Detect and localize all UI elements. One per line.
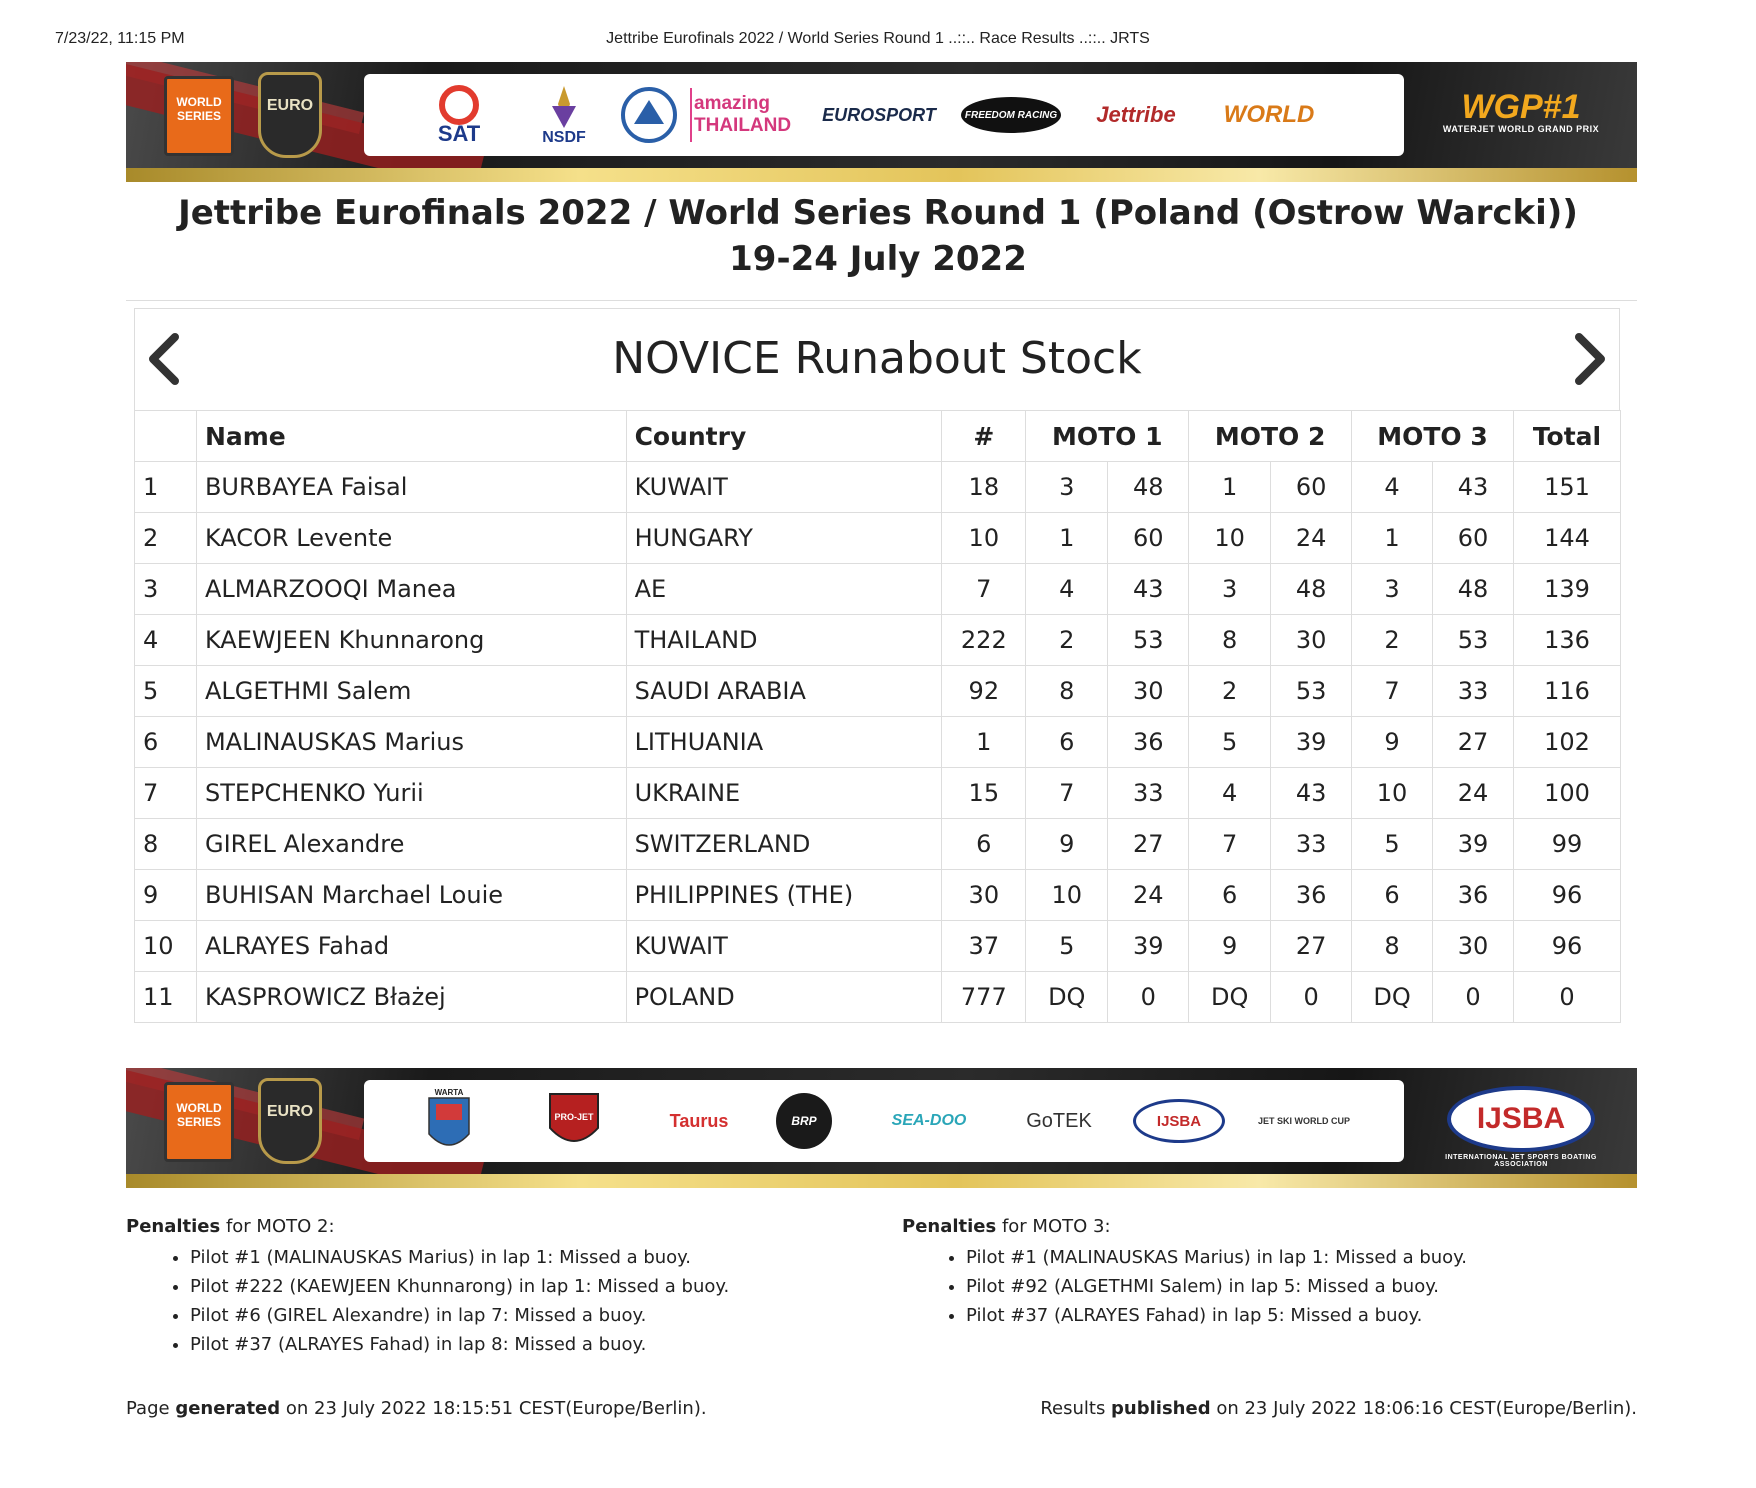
cell-moto2-points: 60 <box>1271 462 1352 513</box>
sponsor-logo-gotek: GoTEK <box>1026 1109 1092 1132</box>
penalty-item: • Pilot #37 (ALRAYES Fahad) in lap 5: Missed a buoy. <box>966 1301 1467 1330</box>
cell-number: 18 <box>942 462 1026 513</box>
cell-name: BURBAYEA Faisal <box>196 462 626 513</box>
penalties-list <box>902 1243 1467 1330</box>
print-datetime: 7/23/22, 11:15 PM <box>55 30 185 47</box>
cell-total: 100 <box>1513 768 1620 819</box>
sponsor-logo-thailand: amazing THAILAND <box>694 93 792 136</box>
cell-moto2-place: 2 <box>1189 666 1271 717</box>
cell-total: 99 <box>1513 819 1620 870</box>
page-generated-note: Page generated on 23 July 2022 18:15:51 CEST(Europe/Berlin). <box>126 1398 707 1419</box>
svg-text:NSDF: NSDF <box>542 129 586 146</box>
table-row <box>135 564 1621 615</box>
cell-moto1-place: 5 <box>1026 921 1108 972</box>
cell-moto2-place: 8 <box>1189 615 1271 666</box>
cell-name: ALMARZOOQI Manea <box>196 564 626 615</box>
table-row <box>135 972 1621 1023</box>
cell-moto1-points: 60 <box>1108 513 1189 564</box>
cell-moto1-points: 27 <box>1108 819 1189 870</box>
cell-country: LITHUANIA <box>626 717 942 768</box>
cell-number: 30 <box>942 870 1026 921</box>
cell-moto2-place: 4 <box>1189 768 1271 819</box>
ijsba-logo: IJSBA INTERNATIONAL JET SPORTS BOATING ASSOCIATION <box>1439 1086 1603 1166</box>
cell-moto2-points: 27 <box>1271 921 1352 972</box>
results-table <box>134 410 1621 1023</box>
cell-moto1-points: 43 <box>1108 564 1189 615</box>
cell-moto2-points: 48 <box>1271 564 1352 615</box>
cell-total: 144 <box>1513 513 1620 564</box>
cell-moto2-place: DQ <box>1189 972 1271 1023</box>
sponsor-logo-warta <box>414 1080 484 1162</box>
cell-number: 92 <box>942 666 1026 717</box>
cell-moto1-points: 53 <box>1108 615 1189 666</box>
cell-moto3-points: 27 <box>1433 717 1514 768</box>
cell-total: 116 <box>1513 666 1620 717</box>
cell-position: 3 <box>135 564 197 615</box>
cell-moto1-place: 4 <box>1026 564 1108 615</box>
cell-number: 1 <box>942 717 1026 768</box>
cell-number: 222 <box>942 615 1026 666</box>
cell-moto2-points: 39 <box>1271 717 1352 768</box>
cell-total: 0 <box>1513 972 1620 1023</box>
cell-total: 136 <box>1513 615 1620 666</box>
penalty-item: • Pilot #6 (GIREL Alexandre) in lap 7: Missed a buoy. <box>190 1301 729 1330</box>
table-row <box>135 870 1621 921</box>
cell-moto2-place: 7 <box>1189 819 1271 870</box>
table-row <box>135 819 1621 870</box>
cell-moto3-place: 4 <box>1352 462 1433 513</box>
print-header <box>0 28 1756 52</box>
cell-moto3-place: 7 <box>1352 666 1433 717</box>
cell-moto1-points: 39 <box>1108 921 1189 972</box>
cell-position: 4 <box>135 615 197 666</box>
cell-name: MALINAUSKAS Marius <box>196 717 626 768</box>
cell-moto2-points: 53 <box>1271 666 1352 717</box>
table-row <box>135 768 1621 819</box>
cell-moto1-place: 6 <box>1026 717 1108 768</box>
cell-position: 7 <box>135 768 197 819</box>
cell-moto2-place: 3 <box>1189 564 1271 615</box>
wgp-logo: WGP#1 WATERJET WORLD GRAND PRIX <box>1442 88 1600 134</box>
penalty-item: • Pilot #1 (MALINAUSKAS Marius) in lap 1: Missed a buoy. <box>966 1243 1467 1272</box>
cell-country: KUWAIT <box>626 921 942 972</box>
cell-total: 96 <box>1513 870 1620 921</box>
svg-text:PRO-JET: PRO-JET <box>554 1112 594 1122</box>
cell-moto2-points: 24 <box>1271 513 1352 564</box>
penalties-moto2 <box>126 1216 729 1359</box>
col-header-moto1: MOTO 1 <box>1026 411 1189 462</box>
table-row <box>135 921 1621 972</box>
cell-moto3-place: 6 <box>1352 870 1433 921</box>
col-header-number: # <box>942 411 1026 462</box>
cell-moto1-points: 48 <box>1108 462 1189 513</box>
results-body <box>135 462 1621 1023</box>
category-header <box>134 308 1620 410</box>
page-title <box>0 190 1756 282</box>
cell-moto1-points: 0 <box>1108 972 1189 1023</box>
table-row <box>135 666 1621 717</box>
cell-position: 8 <box>135 819 197 870</box>
cell-moto2-points: 43 <box>1271 768 1352 819</box>
cell-moto2-place: 6 <box>1189 870 1271 921</box>
col-header-name: Name <box>196 411 626 462</box>
sponsor-logo-nsdf <box>514 74 614 156</box>
cell-name: ALRAYES Fahad <box>196 921 626 972</box>
svg-text:WARTA: WARTA <box>434 1088 464 1097</box>
sponsor-logo-projet <box>534 1080 614 1162</box>
cell-name: KACOR Levente <box>196 513 626 564</box>
cell-moto1-points: 30 <box>1108 666 1189 717</box>
table-row <box>135 462 1621 513</box>
penalty-item: • Pilot #37 (ALRAYES Fahad) in lap 8: Missed a buoy. <box>190 1330 729 1359</box>
penalties-moto-label: for MOTO 2: <box>220 1216 335 1237</box>
world-series-logo: WORLD SERIES <box>164 1082 234 1162</box>
cell-moto3-place: 1 <box>1352 513 1433 564</box>
category-title: NOVICE Runabout Stock <box>612 333 1142 384</box>
cell-position: 11 <box>135 972 197 1023</box>
cell-country: THAILAND <box>626 615 942 666</box>
cell-moto2-points: 33 <box>1271 819 1352 870</box>
cell-number: 37 <box>942 921 1026 972</box>
print-page-title: Jettribe Eurofinals 2022 / World Series Round 1 ..::.. Race Results ..::.. JRTS <box>606 30 1150 47</box>
cell-name: STEPCHENKO Yurii <box>196 768 626 819</box>
cell-total: 102 <box>1513 717 1620 768</box>
cell-moto1-place: 7 <box>1026 768 1108 819</box>
col-header-country: Country <box>626 411 942 462</box>
cell-moto3-points: 43 <box>1433 462 1514 513</box>
sponsor-logo-ijsba-small: IJSBA <box>1124 1080 1234 1162</box>
svg-text:SAT: SAT <box>437 121 481 146</box>
cell-moto2-points: 30 <box>1271 615 1352 666</box>
sponsor-strip <box>364 74 1404 156</box>
cell-moto2-place: 9 <box>1189 921 1271 972</box>
sponsor-logo-world: WORLD <box>1223 101 1315 128</box>
cell-name: BUHISAN Marchael Louie <box>196 870 626 921</box>
cell-position: 5 <box>135 666 197 717</box>
sponsor-logo-seal <box>614 74 684 156</box>
euro-jetski-logo: EURO <box>258 72 322 158</box>
sponsor-logo-brp: BRP <box>769 1080 839 1162</box>
cell-total: 151 <box>1513 462 1620 513</box>
event-dates: 19-24 July 2022 <box>729 239 1027 279</box>
sponsor-banner-bottom <box>126 1068 1637 1188</box>
sponsor-logo-taurus: Taurus <box>669 1110 729 1131</box>
cell-position: 10 <box>135 921 197 972</box>
cell-moto2-place: 5 <box>1189 717 1271 768</box>
sponsor-logo-freedom: FREEDOM RACING <box>956 74 1066 156</box>
cell-moto3-points: 48 <box>1433 564 1514 615</box>
col-header-moto3: MOTO 3 <box>1352 411 1514 462</box>
table-row <box>135 717 1621 768</box>
cell-moto3-points: 39 <box>1433 819 1514 870</box>
cell-moto3-points: 36 <box>1433 870 1514 921</box>
cell-name: KASPROWICZ Błażej <box>196 972 626 1023</box>
cell-position: 9 <box>135 870 197 921</box>
euro-jetski-logo: EURO <box>258 1078 322 1164</box>
cell-moto3-place: 2 <box>1352 615 1433 666</box>
cell-moto1-place: DQ <box>1026 972 1108 1023</box>
penalties-label: Penalties <box>902 1216 997 1237</box>
cell-number: 10 <box>942 513 1026 564</box>
cell-position: 2 <box>135 513 197 564</box>
sponsor-logo-jetski-world-cup: JET SKI WORLD CUP <box>1257 1116 1350 1126</box>
table-row <box>135 615 1621 666</box>
cell-moto3-place: 8 <box>1352 921 1433 972</box>
cell-country: SAUDI ARABIA <box>626 666 942 717</box>
cell-country: HUNGARY <box>626 513 942 564</box>
chevron-right-icon <box>1563 331 1613 387</box>
cell-country: AE <box>626 564 942 615</box>
penalties-moto-label: for MOTO 3: <box>996 1216 1111 1237</box>
cell-moto1-points: 36 <box>1108 717 1189 768</box>
table-row <box>135 513 1621 564</box>
cell-moto3-place: DQ <box>1352 972 1433 1023</box>
cell-moto2-points: 36 <box>1271 870 1352 921</box>
table-header-row <box>135 411 1621 462</box>
world-series-logo: WORLD SERIES <box>164 76 234 156</box>
cell-moto1-points: 33 <box>1108 768 1189 819</box>
penalties-moto3 <box>902 1216 1467 1330</box>
sponsor-logo-sat <box>404 74 514 156</box>
sponsor-logo-jettribe: Jettribe <box>1096 102 1176 127</box>
col-header-moto2: MOTO 2 <box>1189 411 1352 462</box>
cell-name: GIREL Alexandre <box>196 819 626 870</box>
cell-total: 96 <box>1513 921 1620 972</box>
cell-name: KAEWJEEN Khunnarong <box>196 615 626 666</box>
cell-moto3-points: 60 <box>1433 513 1514 564</box>
cell-country: POLAND <box>626 972 942 1023</box>
cell-total: 139 <box>1513 564 1620 615</box>
sponsor-strip <box>364 1080 1404 1162</box>
sponsor-logo-eurosport: EUROSPORT <box>822 104 936 125</box>
penalty-item: • Pilot #222 (KAEWJEEN Khunnarong) in lap 1: Missed a buoy. <box>190 1272 729 1301</box>
cell-position: 1 <box>135 462 197 513</box>
cell-moto3-points: 24 <box>1433 768 1514 819</box>
cell-moto2-place: 1 <box>1189 462 1271 513</box>
penalty-item: • Pilot #92 (ALGETHMI Salem) in lap 5: Missed a buoy. <box>966 1272 1467 1301</box>
cell-moto3-points: 0 <box>1433 972 1514 1023</box>
cell-country: SWITZERLAND <box>626 819 942 870</box>
col-header-pos <box>135 411 197 462</box>
cell-moto1-place: 1 <box>1026 513 1108 564</box>
divider <box>126 300 1637 301</box>
cell-country: UKRAINE <box>626 768 942 819</box>
col-header-total: Total <box>1513 411 1620 462</box>
penalty-item: • Pilot #1 (MALINAUSKAS Marius) in lap 1: Missed a buoy. <box>190 1243 729 1272</box>
cell-country: PHILIPPINES (THE) <box>626 870 942 921</box>
cell-name: ALGETHMI Salem <box>196 666 626 717</box>
cell-number: 7 <box>942 564 1026 615</box>
cell-number: 777 <box>942 972 1026 1023</box>
cell-number: 6 <box>942 819 1026 870</box>
cell-moto1-place: 2 <box>1026 615 1108 666</box>
cell-moto2-place: 10 <box>1189 513 1271 564</box>
penalties-label: Penalties <box>126 1216 221 1237</box>
cell-moto3-place: 5 <box>1352 819 1433 870</box>
cell-moto1-place: 3 <box>1026 462 1108 513</box>
cell-moto3-points: 33 <box>1433 666 1514 717</box>
cell-position: 6 <box>135 717 197 768</box>
cell-moto1-place: 10 <box>1026 870 1108 921</box>
event-title: Jettribe Eurofinals 2022 / World Series Round 1 (Poland (Ostrow Warcki)) <box>178 193 1578 233</box>
cell-moto3-points: 30 <box>1433 921 1514 972</box>
cell-moto1-points: 24 <box>1108 870 1189 921</box>
next-category-button[interactable] <box>1563 331 1613 387</box>
sponsor-logo-seadoo: SEA-DOO <box>891 1112 967 1129</box>
cell-moto3-points: 53 <box>1433 615 1514 666</box>
cell-country: KUWAIT <box>626 462 942 513</box>
penalties-list <box>126 1243 729 1359</box>
cell-number: 15 <box>942 768 1026 819</box>
cell-moto3-place: 3 <box>1352 564 1433 615</box>
cell-moto1-place: 9 <box>1026 819 1108 870</box>
cell-moto3-place: 9 <box>1352 717 1433 768</box>
cell-moto2-points: 0 <box>1271 972 1352 1023</box>
cell-moto3-place: 10 <box>1352 768 1433 819</box>
cell-moto1-place: 8 <box>1026 666 1108 717</box>
results-published-note: Results published on 23 July 2022 18:06:16 CEST(Europe/Berlin). <box>1040 1398 1637 1419</box>
sponsor-banner-top <box>126 62 1637 182</box>
